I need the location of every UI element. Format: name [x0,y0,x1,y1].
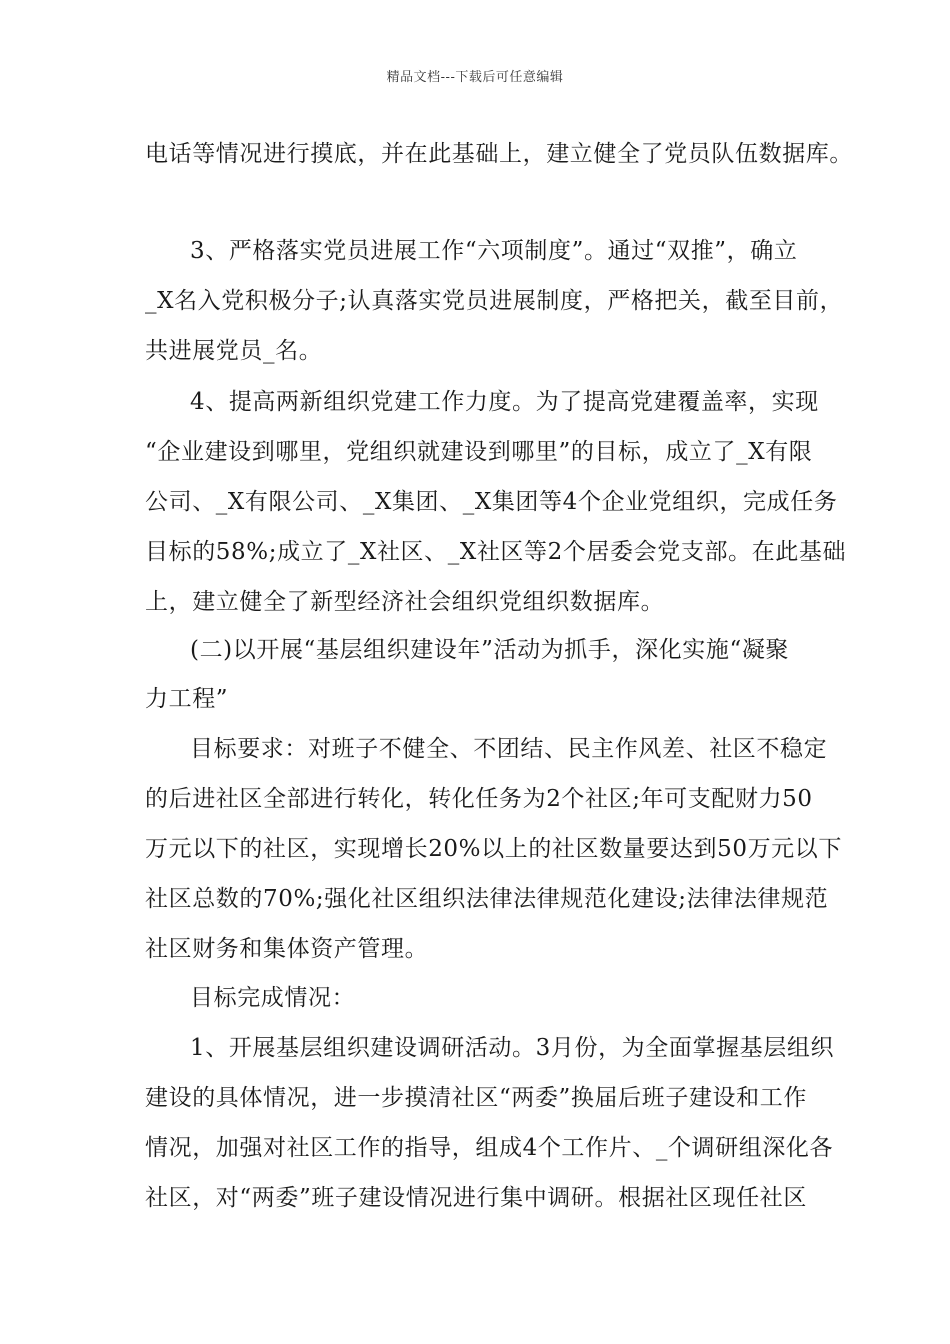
text-line: 公司、_X有限公司、_X集团、_X集团等4个企业党组织，完成任务 [145,489,838,515]
text-line: 力工程” [145,686,229,712]
text-line: 社区总数的70%;强化社区组织法律法律规范化建设;法律法律规范 [145,886,829,912]
text-line: 上，建立健全了新型经济社会组织党组织数据库。 [145,589,665,615]
text-line: 情况，加强对社区工作的指导，组成4个工作片、_个调研组深化各 [145,1135,834,1161]
text-line: 的后进社区全部进行转化，转化任务为2个社区;年可支配财力50 [145,786,813,812]
page-header: 精品文档---下载后可任意编辑 [386,70,564,85]
text-line: 3、严格落实党员进展工作“六项制度”。通过“双推”，确立 [190,238,798,264]
text-line: (二)以开展“基层组织建设年”活动为抓手，深化实施“凝聚 [190,637,790,663]
text-line: 社区财务和集体资产管理。 [145,936,429,962]
text-line: 共进展党员_名。 [145,338,323,364]
text-line: 建设的具体情况，进一步摸清社区“两委”换届后班子建设和工作 [145,1085,807,1111]
text-line: 1、开展基层组织建设调研活动。3月份，为全面掌握基层组织 [190,1035,835,1061]
text-line: 目标要求：对班子不健全、不团结、民主作风差、社区不稳定 [190,736,828,762]
text-line: 社区，对“两委”班子建设情况进行集中调研。根据社区现任社区 [145,1185,807,1211]
text-line: 目标的58%;成立了_X社区、_X社区等2个居委会党支部。在此基础 [145,539,847,565]
text-line: “企业建设到哪里，党组织就建设到哪里”的目标，成立了_X有限 [145,439,813,465]
text-line: 4、提高两新组织党建工作力度。为了提高党建覆盖率，实现 [190,389,819,415]
text-line: 万元以下的社区，实现增长20%以上的社区数量要达到50万元以下 [145,836,842,862]
text-line: _X名入党积极分子;认真落实党员进展制度，严格把关，截至目前， [145,288,844,314]
text-line: 电话等情况进行摸底，并在此基础上，建立健全了党员队伍数据库。 [145,141,853,167]
text-line: 目标完成情况： [190,985,356,1011]
